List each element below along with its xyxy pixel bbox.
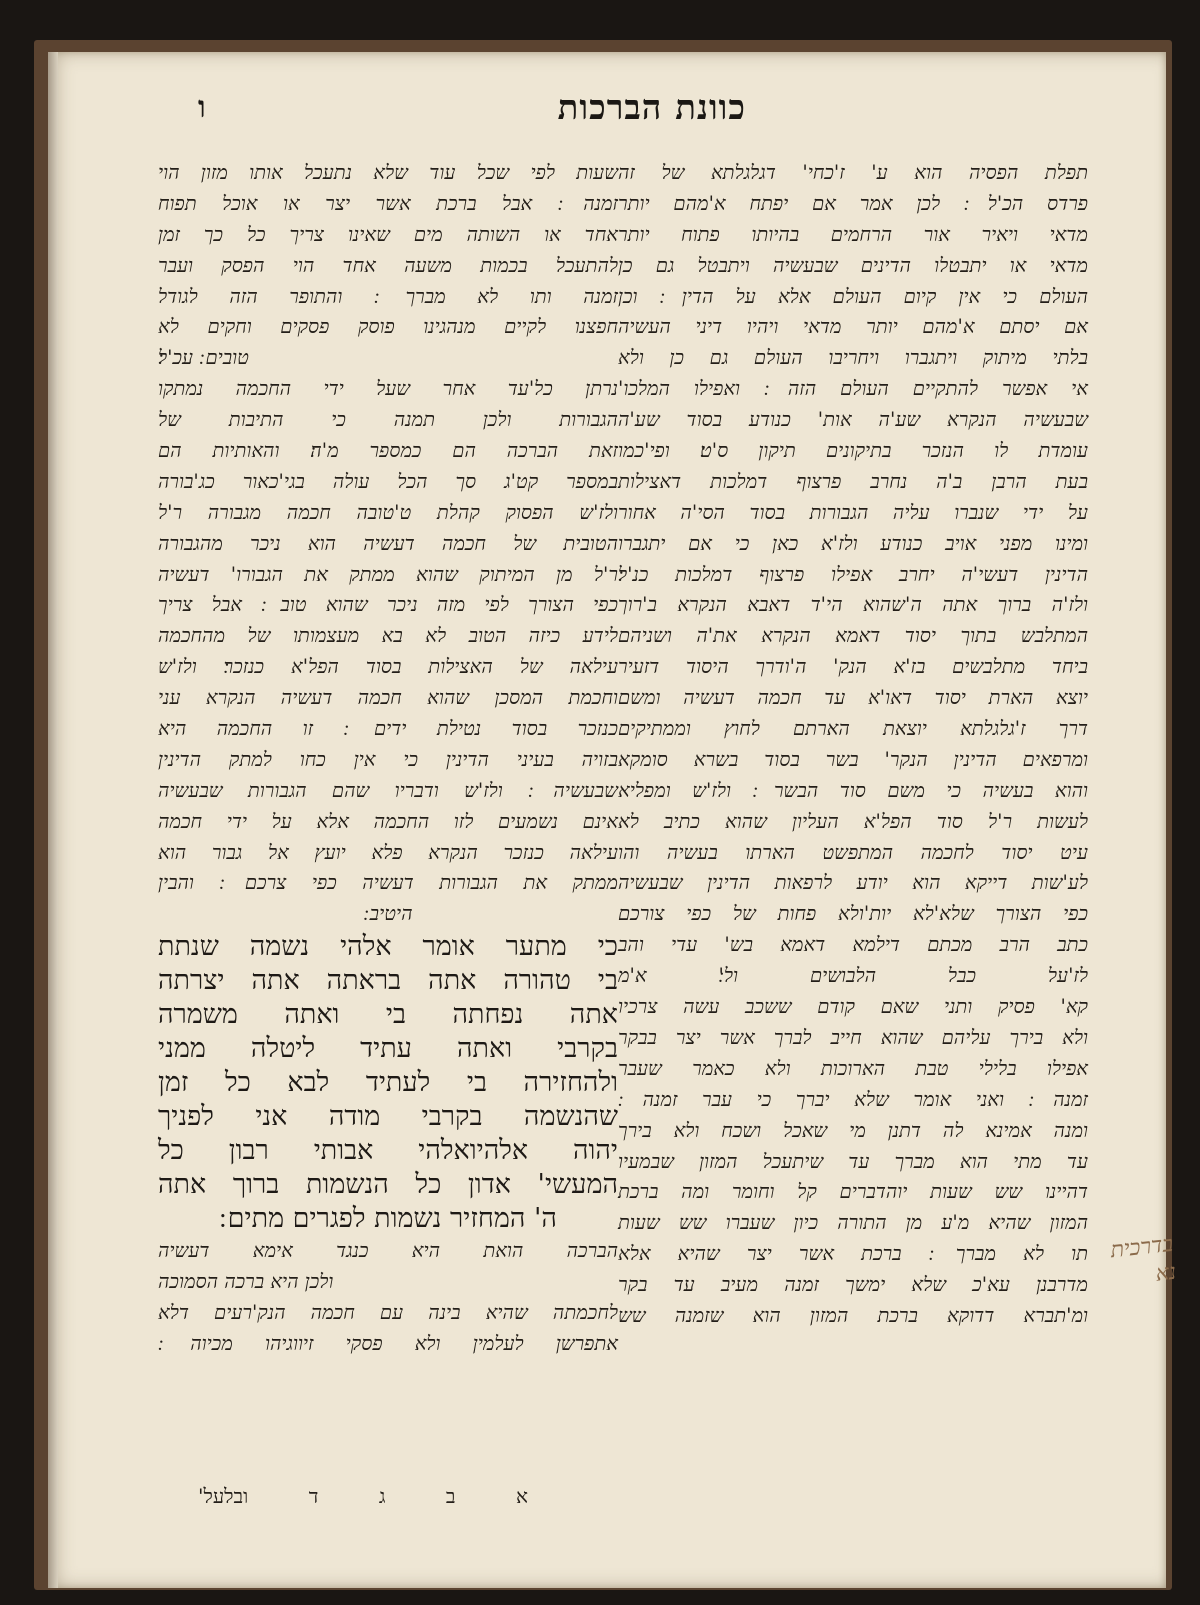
prayer-line: אתה נפחתה בי ואתה משמרה xyxy=(158,999,618,1031)
text-line: ומ'תברא דדוקא ברכת המזון הוא שזמנה שש xyxy=(618,1303,1088,1327)
text-line: עיט יסוד לחכמה המתפשט הארתו בעשיה והו xyxy=(618,840,1088,864)
text-line: כפי הצורך לפי מזה ניכר שהוא טוב ׃ אבל צריך xyxy=(158,593,618,617)
text-line: אינם נשמעים לזו החכמה אלא על ידי חכמה xyxy=(158,809,618,833)
text-line: הדינין דעשי'ה יחרב אפילו פרצוף דמלכות כנ'ל׃ xyxy=(618,562,1088,586)
text-line: אם יסתם א'מהם יותר מדאי ויהיו דיני העשיה xyxy=(618,315,1088,339)
text-line: ביחד מתלבשים בז'א הנק' ה'ודרך היסוד דזעיר xyxy=(618,655,1088,679)
prayer-line: ה' המחזיר נשמות לפגרים מתים ׃ xyxy=(219,1203,557,1235)
text-line: הטובית של חכמה דעשיה הוא ניכר מהגבורה xyxy=(158,531,618,555)
text-line: בזויה בעיני הדינין כי אין כחו למתק הדינין xyxy=(158,747,618,771)
handwritten-margin-note xyxy=(1109,1231,1177,1293)
text-line: וחכמת המסכן שהוא חכמה דעשיה הנקרא עני xyxy=(158,686,618,710)
text-line: בלתי מיתוק ויתגברו ויחריבו העולם גם כן ולא xyxy=(618,346,1088,370)
text-line-katav: כתב הרב מכתם דילמא דאמא בש' עדי והב xyxy=(618,933,1088,957)
book-page xyxy=(48,52,1178,1588)
text-line: במספר קט'ג סך הכל עולה בגי'כאור כג'בורה xyxy=(158,469,618,493)
text-line: מדאי ויאיר אור הרחמים בהיותו פתוח יותר xyxy=(618,222,1088,246)
text-line: עומדת לו הנזכר בתיקונים תיקון ס'ט׃ ופי'כמו xyxy=(618,439,1088,463)
text-line: פרדס הכ'ל ׃ לכן אמר אם יפתח א'מהם יותר xyxy=(618,191,1088,215)
text-line: ולז'ש הפסוק קהלת ט'טובה חכמה מגבורה ר'ל xyxy=(158,500,618,524)
text-line: תו לא מברך ׃ ברכת אשר יצר שהיא אלא xyxy=(618,1242,1088,1266)
prayer-line: יהוה אלהיואלהי אבותי רבון כל xyxy=(158,1135,618,1167)
text-line: אפילו בלילי טבת הארוכות ולא כאמר שעבר xyxy=(618,1056,1088,1080)
text-line: זמנה ותו לא מברך ׃ והתופר הזה לגודל xyxy=(158,284,618,308)
prayer-line: בקרבי ואתה עתיד ליטלה ממני xyxy=(158,1033,618,1065)
text-line: המזון שהיא מ'ע מן התורה כיון שעברו שש שעות xyxy=(618,1211,1088,1235)
text-line: עילאה של האצילות בסוד הפל'א כנזכר׃ ולז'ש xyxy=(158,655,618,679)
catchword: ב xyxy=(445,1484,456,1508)
text-line: לחכמתה שהיא בינה עם חכמה הנק'רעים דלא xyxy=(158,1301,618,1325)
page-gutter-edge xyxy=(48,52,58,1588)
text-line: אי אפשר להתקיים העולם הזה ׃ ואפילו המלכו' xyxy=(618,377,1088,401)
text-line: זמנה ׃ אבל ברכת אשר יצר או אוכל תפוח xyxy=(158,191,618,215)
text-line: דרך ז'גלגלתא יוצאת הארתם לחוץ וממתיקים xyxy=(618,717,1088,741)
text-line: לע'שות דייקא הוא יודע לרפאות הדינין שבעשיה xyxy=(618,871,1088,895)
left-text-column xyxy=(158,158,618,1360)
text-line: כפי הצורך שלא'לא יות'ולא פחות של כפי צורכם xyxy=(618,902,1088,926)
text-line: ולז'ה ברוך אתה ה'שהוא הי'ד דאבא הנקרא ב'רוך xyxy=(618,593,1088,617)
text-line: המתלבש בתוך יסוד דאמא הנקרא את'ה ושניהם xyxy=(618,624,1088,648)
text-line: אתפרשן לעלמין ולא פסקי זיווגיהו מכיוה ׃ xyxy=(158,1331,618,1355)
prayer-line: כי מתער אומר אלהי נשמה שנתת xyxy=(158,931,618,963)
text-line: ולא בירך עליהם שהוא חייב לברך אשר יצר בבקר xyxy=(618,1025,1088,1049)
margin-note-line: בדרכית xyxy=(1109,1231,1175,1264)
text-line: בעת הרבן ב'ה נחרב פרצוף דמלכות דאצילות xyxy=(618,469,1088,493)
running-head xyxy=(48,88,1166,134)
text-line: ממתק את הגבורות דעשיה כפי צרכם ׃ והבין xyxy=(158,871,618,895)
text-line: טובים ׃ עכ'ל׃ xyxy=(158,346,249,370)
prayer-line: המעשי' אדון כל הנשמות ברוך אתה xyxy=(158,1169,618,1201)
text-line: שבעשיה ׃ ולז'ש ודבריו שהם הגבורות שבעשיה xyxy=(158,778,618,802)
text-line: לידע כיזה הטוב לא בא מעצמותו של מהחכמה xyxy=(158,624,618,648)
text-line: יוצא הארת יסוד דאו'א עד חכמה דעשיה ומשם xyxy=(618,686,1088,710)
text-line: חפצנו לקיים מנהגינו פוסק פסקים וחקים לא xyxy=(158,315,618,339)
prayer-line: בי טהורה אתה בראתה אתה יצרתה xyxy=(158,965,618,997)
catchword: ג xyxy=(378,1484,386,1508)
catchword-line xyxy=(198,1484,528,1509)
text-line: ר'ל מן המיתוק שהוא ממתק את הגבורו' דעשיה xyxy=(158,562,618,586)
text-line: כנזכר בסוד נטילת ידים ׃ זו החכמה היא xyxy=(158,717,618,741)
text-line: העולם כי אין קיום העולם אלא על הדין ׃ וכן xyxy=(618,284,1088,308)
right-text-column xyxy=(618,158,1088,1332)
text-line: מדאי או יתבטלו הדינים שבעשיה ויתבטל גם כן xyxy=(618,253,1088,277)
text-line: שבעשיה הנקרא שע'ה אות' כנודע בסוד שע'ה xyxy=(618,408,1088,432)
prayer-line: שהנשמה בקרבי מודה אני לפניך xyxy=(158,1101,618,1133)
text-line: עילאה כנזכר הנקרא פלא יועץ אל גבור הוא xyxy=(158,840,618,864)
margin-note-line: נא xyxy=(1154,1259,1178,1287)
catchword: ד xyxy=(308,1484,319,1508)
text-line: מדרבנן עא'כ שלא ימשך זמנה מעיב עד בקר xyxy=(618,1273,1088,1297)
text-line: זמנה ׃ ואני אומר שלא יברך כי עבר זמנה ׃ xyxy=(618,1087,1088,1111)
text-line: ומינו מפני אויב כנודע ולז'א כאן כי אם יתגברו xyxy=(618,531,1088,555)
text-line: להתעכל בכמות משעה אחד הוי הפסק ועבר xyxy=(158,253,618,277)
text-line-natan: נרתן כל'עד אחר שעל ידי החכמה נמתקו xyxy=(158,377,618,401)
text-line: הגבורות ולכן תמנה כי התיבות של xyxy=(158,408,618,432)
text-line: אחד או השותה מים שאינו צריך כל כך זמן xyxy=(158,222,618,246)
folio-number: ו xyxy=(198,90,206,125)
text-line: זאת הברכה הם כמספר מ'ה׃ והאותיות הם xyxy=(158,439,618,463)
text-line: ומרפאים הדינין הנקר' בשר בסוד בשרא סומקא xyxy=(618,747,1088,771)
running-title: כוונת הברכות xyxy=(557,88,746,128)
text-line: ולכן היא ברכה הסמוכה xyxy=(158,1270,334,1294)
text-line: דהיינו שש שעות יוהדברים קל וחומר ומה ברכת xyxy=(618,1180,1088,1204)
prayer-line: ולהחזירה בי לעתיד לבא כל זמן xyxy=(158,1067,618,1099)
text-line: והוא בעשיה כי משם סוד הבשר ׃ ולז'ש ומפליא xyxy=(618,778,1088,802)
text-line: קא' פסיק ותני שאם קודם ששכב עשה צרכיו xyxy=(618,995,1088,1019)
catchword: ובלעל' xyxy=(198,1484,249,1508)
text-line: שעות לפי שכל עוד שלא נתעכל אותו מזון הוי xyxy=(158,161,618,184)
text-line: לעשות ר'ל סוד הפל'א העליון שהוא כתיב לא xyxy=(618,809,1088,833)
text-line: ומנה אמינא לה דתנן מי שאכל ושכח ולא בירך xyxy=(618,1118,1088,1142)
catchword: א xyxy=(515,1484,528,1508)
text-line: תפלת הפסיה הוא ע' ז'כחי' דגלגלתא של זה xyxy=(618,161,1088,184)
text-line-haberakha: הברכה הואת היא כנגד אימא דעשיה xyxy=(158,1239,618,1263)
text-line: לז'על כבל הלבושים ול'׃ א'מ xyxy=(618,964,1088,988)
text-line: על ידי שנברו עליה הגבורות בסוד הסי'ה אחור xyxy=(618,500,1088,524)
text-line: עד מתי הוא מברך עד שיתעכל המזון שבמעיו xyxy=(618,1149,1088,1173)
text-line: היטיב ׃ xyxy=(363,902,413,926)
